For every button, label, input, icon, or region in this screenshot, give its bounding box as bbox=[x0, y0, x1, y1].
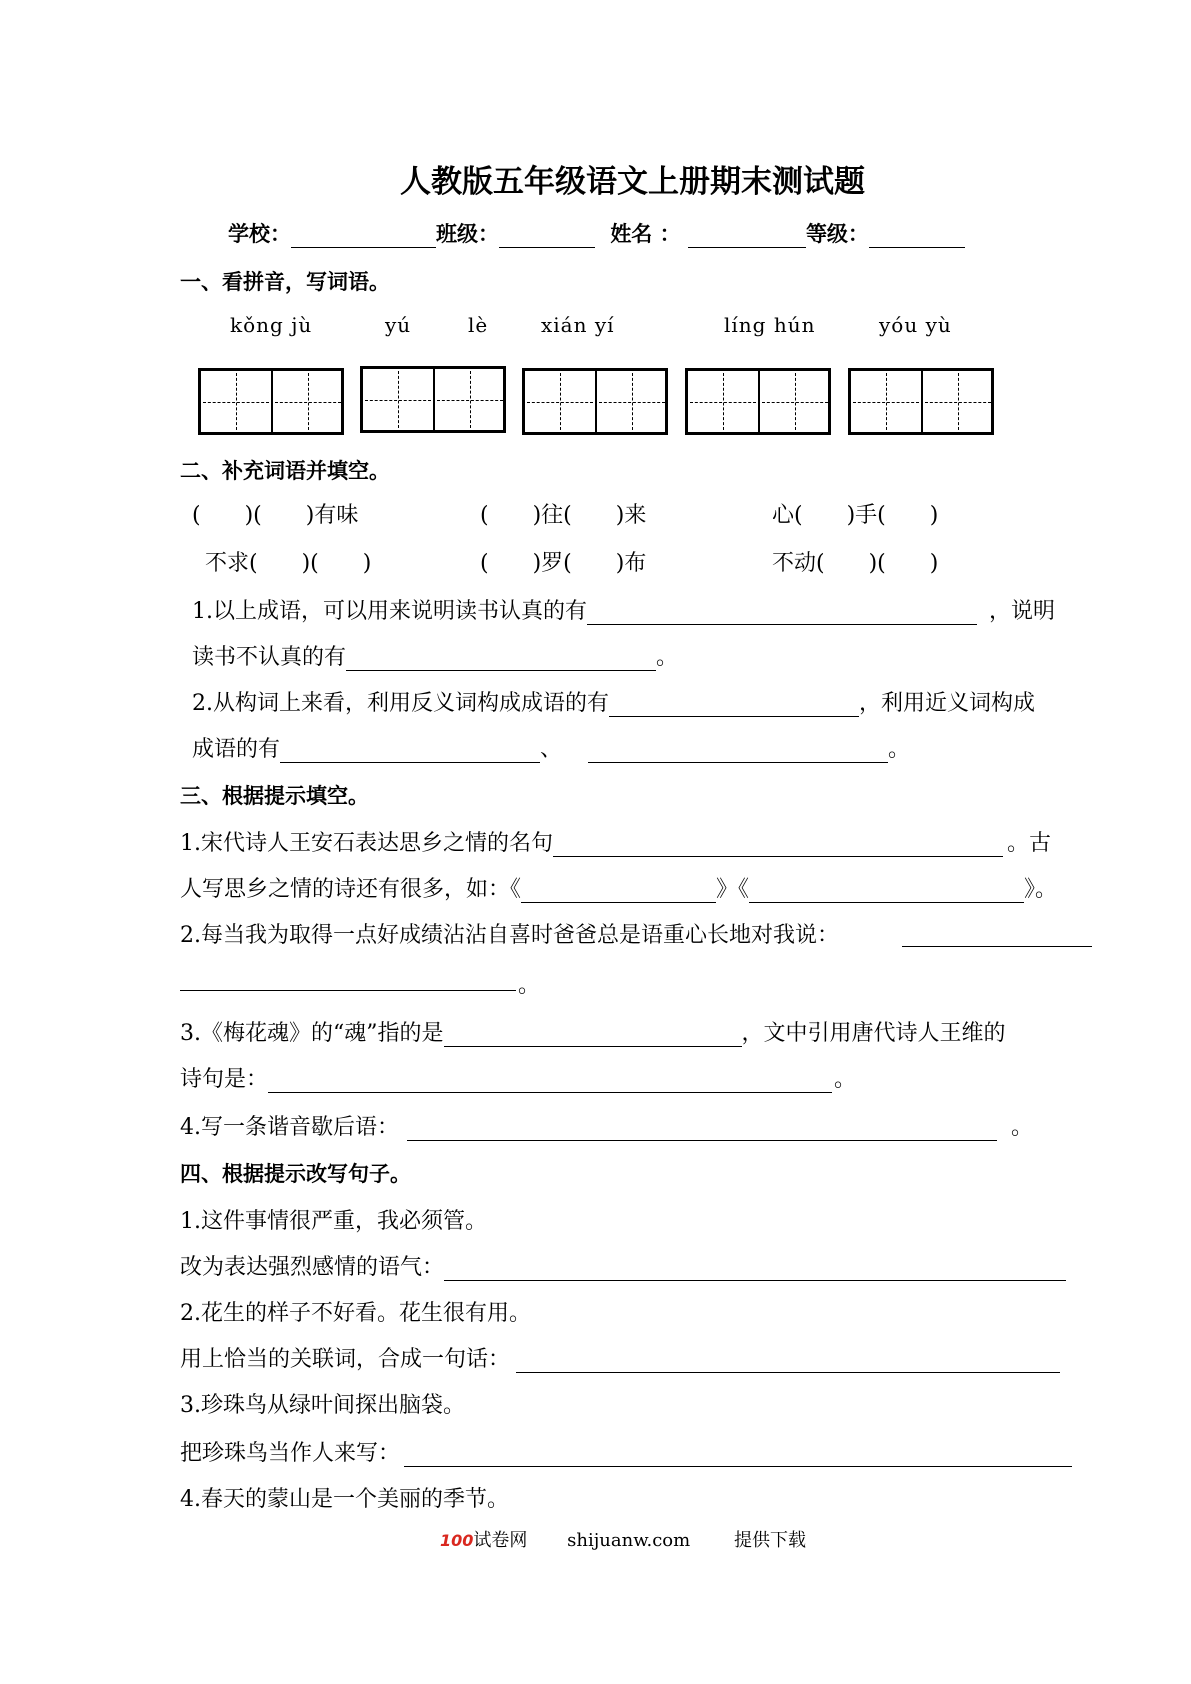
class-blank[interactable] bbox=[499, 225, 595, 248]
writing-grid-1[interactable] bbox=[198, 368, 344, 435]
school-blank[interactable] bbox=[291, 225, 436, 248]
s3-q1-line1: 1.宋代诗人王安石表达思乡之情的名句 。古 bbox=[180, 831, 1052, 856]
s4-q4: 4.春天的蒙山是一个美丽的季节。 bbox=[180, 1487, 509, 1512]
s4-q2-blank[interactable] bbox=[516, 1350, 1060, 1373]
s3-q2-line1: 2.每当我为取得一点好成绩沾沾自喜时爸爸总是语重心长地对我说： bbox=[180, 923, 839, 948]
idiom-1: ( )( )有味 bbox=[192, 503, 359, 528]
s2-q1-line1: 1.以上成语，可以用来说明读书认真的有 ，说明 bbox=[192, 599, 1056, 624]
idiom-2: ( )往( )来 bbox=[480, 503, 647, 528]
s2-q2-blank-3[interactable] bbox=[588, 740, 888, 763]
s3-q3-blank-2[interactable] bbox=[268, 1070, 832, 1093]
s3-q1-blank-1[interactable] bbox=[553, 834, 1003, 857]
footer bbox=[440, 1526, 806, 1552]
name-label: 姓名 ： bbox=[610, 222, 681, 246]
section-3-heading: 三、根据提示填空。 bbox=[180, 784, 369, 808]
grade-blank[interactable] bbox=[869, 225, 965, 248]
s4-q2: 2.花生的样子不好看。花生很有用。 bbox=[180, 1301, 531, 1326]
s2-q2-line2: 成语的有 、 。 bbox=[192, 737, 911, 762]
writing-grid-3[interactable] bbox=[522, 368, 668, 435]
s4-q1-prompt-line: 改为表达强烈感情的语气： bbox=[180, 1250, 1066, 1281]
s3-q3-blank-1[interactable] bbox=[444, 1024, 742, 1047]
s4-q2-prompt-line: 用上恰当的关联词，合成一句话： bbox=[180, 1342, 1060, 1373]
s3-q4-blank[interactable] bbox=[407, 1118, 997, 1141]
idiom-6: 不动( )( ) bbox=[772, 551, 939, 576]
info-line bbox=[228, 218, 965, 248]
site-logo: 100 bbox=[440, 1531, 474, 1550]
idiom-4: 不求( )( ) bbox=[205, 551, 372, 576]
s2-q2-blank-1[interactable] bbox=[609, 694, 859, 717]
s3-q4-line: 4.写一条谐音歇后语： 。 bbox=[180, 1115, 1034, 1140]
page-title: 人教版五年级语文上册期末测试题 bbox=[400, 164, 865, 200]
s4-q1-blank[interactable] bbox=[444, 1258, 1066, 1281]
writing-grid-4[interactable] bbox=[685, 368, 831, 435]
pinyin-2: yú bbox=[385, 313, 412, 337]
site-url[interactable]: shijuanw.com bbox=[567, 1530, 691, 1551]
s3-q2-end: 。 bbox=[518, 973, 541, 998]
name-blank[interactable] bbox=[688, 225, 806, 248]
s3-q3-line2: 诗句是： 。 bbox=[180, 1067, 857, 1092]
writing-grid-5[interactable] bbox=[848, 368, 994, 435]
pinyin-6: yóu yù bbox=[879, 313, 952, 337]
s2-q2-line1: 2.从构词上来看，利用反义词构成成语的有 ，利用近义词构成 bbox=[192, 691, 1036, 716]
s3-q2-blank-2[interactable] bbox=[180, 990, 516, 991]
section-2-heading: 二、补充词语并填空。 bbox=[180, 459, 390, 483]
pinyin-4: xián yí bbox=[541, 313, 615, 337]
s3-q1-line2: 人写思乡之情的诗还有很多，如：《 》《 》。 bbox=[180, 877, 1058, 902]
grade-label: 等级： bbox=[805, 222, 869, 246]
s3-q1-blank-2[interactable] bbox=[521, 880, 716, 903]
s4-q3-prompt-line: 把珍珠鸟当作人来写： bbox=[180, 1436, 1072, 1467]
s4-q1: 1.这件事情很严重，我必须管。 bbox=[180, 1209, 487, 1234]
idiom-3: 心( )手( ) bbox=[772, 503, 939, 528]
pinyin-1: kǒng jù bbox=[230, 313, 313, 337]
s3-q2-blank-1[interactable] bbox=[902, 946, 1092, 947]
section-4-heading: 四、根据提示改写句子。 bbox=[180, 1162, 411, 1186]
s2-q2-blank-2[interactable] bbox=[280, 740, 540, 763]
s4-q3-blank[interactable] bbox=[404, 1444, 1072, 1467]
school-label: 学校： bbox=[228, 222, 291, 246]
s4-q3: 3.珍珠鸟从绿叶间探出脑袋。 bbox=[180, 1393, 465, 1418]
section-1-heading: 一、看拼音，写词语。 bbox=[180, 270, 390, 294]
pinyin-3: lè bbox=[468, 313, 489, 337]
s2-q1-blank-1[interactable] bbox=[587, 602, 977, 625]
class-label: 班级： bbox=[436, 222, 499, 246]
writing-grid-2[interactable] bbox=[360, 366, 506, 433]
s3-q1-blank-3[interactable] bbox=[749, 880, 1024, 903]
site-name: 试卷网 bbox=[473, 1530, 528, 1551]
s3-q3-line1: 3.《梅花魂》的“魂”指的是 ，文中引用唐代诗人王维的 bbox=[180, 1021, 1006, 1046]
pinyin-5: líng hún bbox=[724, 313, 816, 337]
s2-q1-line2: 读书不认真的有 。 bbox=[192, 645, 679, 670]
idiom-5: ( )罗( )布 bbox=[480, 551, 647, 576]
footer-note: 提供下载 bbox=[733, 1530, 806, 1551]
s2-q1-blank-2[interactable] bbox=[346, 648, 656, 671]
